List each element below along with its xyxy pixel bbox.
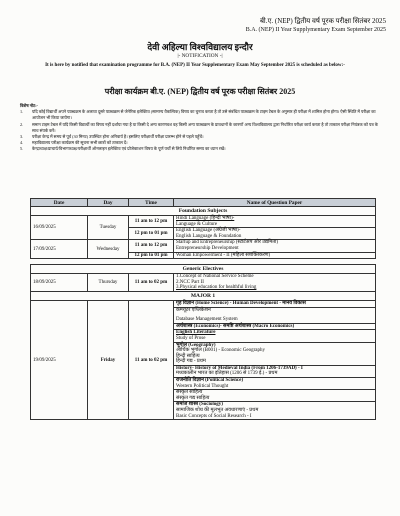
- col-paper: Name of Question Paper: [174, 199, 376, 207]
- instruction-item: 4. महाविद्यालय परीक्षा कार्यक्रम की सूचना सभी छात्रों को तत्काल दें।: [20, 140, 128, 146]
- section-generic: Generic Electives: [31, 265, 376, 274]
- row-time: 11 am to 12 pm: [129, 216, 174, 228]
- row-time: 11 am to 02 pm: [129, 274, 174, 292]
- major-subject: भूगोल (Geography) आर्थिक भूगोल (B001) - Economic Geography हिन्दी साहित्य हिन्दी गद्य - प्रथम: [174, 342, 376, 365]
- instruction-item: 3. परीक्षा केन्द्र में समय से पूर्व (30 मिनट) उपस्थित होना अनिवार्य है। इसलिए परीक्षार्थी परीक्षा प्रारम्भ होने से पहले पहुँचें।: [20, 134, 204, 140]
- row-paper: English Language (अंग्रेजी भाषा)- English Language & Foundation: [174, 228, 376, 240]
- section-major: MAJOR 1: [31, 291, 376, 300]
- exam-schedule-table: [30, 198, 376, 420]
- instruction-item: 2. समान टाइम टेबल में यदि किसी विद्यार्थी का विषय नहीं दर्शाया गया है या किसी दे अन्य कारणवश वह किसी अन्य पाठ्यक्रम के प्रावधानों के कारणों अन्य विश्वविद्यालय द्वारा निर्धारित परीक्षा कार्य करता है तो तत्काल परीक्षा नियंत्रक को पत्र के साथ संपर्क करें।: [20, 121, 378, 133]
- section-row: [31, 291, 376, 300]
- major-subject: अर्थशास्त्र (Economics)- समष्टि अर्थशास्त्र (Macro Economics): [174, 323, 376, 330]
- row-time: 12 pm to 01 pm: [129, 228, 174, 240]
- row-time: 12 pm to 01 pm: [129, 252, 174, 259]
- major-subject: कम्प्यूटर एप्लिकेशन Database Management System: [174, 307, 376, 323]
- section-row: [31, 265, 376, 274]
- row-day: Wednesday: [88, 240, 129, 259]
- row-date: 19/09/2025: [31, 300, 88, 419]
- instructions: [20, 103, 385, 153]
- intro-text: It is here by notified that examination programme for B.A. (NEP) II Year Supplementary Exam May September 2025 is scheduled as below:-: [45, 63, 345, 68]
- header-english: B.A. (NEP) II Year Supplymentary Exam September 2025: [245, 27, 386, 33]
- instructions-title: विशेष नोट:-: [20, 103, 39, 108]
- table-header-row: [31, 199, 376, 207]
- table-row: [31, 216, 376, 228]
- row-day: Tuesday: [88, 216, 129, 240]
- table-row: [31, 300, 376, 307]
- table-row: [31, 240, 376, 252]
- row-day: Friday: [88, 300, 129, 419]
- row-paper: Woman Empowerment - II (महिला सशक्तिकरण): [174, 252, 376, 259]
- row-day: Thursday: [88, 274, 129, 292]
- instruction-item: 5. केन्द्राध्यक्ष/प्राचार्य/विभागाध्यक्ष/परीक्षार्थी ऑनलाइन इलेक्टिव एवं प्रोजेक्टशन विषय के पूर्ण पर्चों से लिये निर्धारित समय का ध्यान रखें।: [20, 146, 226, 152]
- section-foundation: Foundation Subjects: [31, 207, 376, 216]
- major-subject: राजनीति विज्ञान (Political Science) Western Political Thought: [174, 378, 376, 390]
- major-subject: History- History of Medieval India (From 1206-1739AD) - I मध्यकालीन भारत का इतिहास (1206 से 1739 ई.) - प्रथम: [174, 365, 376, 377]
- row-date: 18/09/2025: [31, 274, 88, 292]
- instruction-item: 1. यदि कोई विद्यार्थी अपने पाठ्यक्रम के अलावा दूसरे पाठ्यक्रम से जेनेरिक इलेक्टिव (सामान्य वैकल्पिक) विषय का चुनाव करता है तो उसे संबंधित पाठ्यक्रम के टाइम टेबल के अनुसार ही परीक्षा में शामिल होना होगा। ऐसी स्थिति में परीक्षा का आयोजन भी किया जायेगा।: [20, 109, 376, 121]
- row-paper: Hindi Language (हिन्दी भाषा)- Language & Culture: [174, 216, 376, 228]
- row-paper: 1.Concept of National Service Scheme 2.NCC Part II 3.Physical education for healthful living: [174, 274, 376, 292]
- major-subject: समाज शास्त्र (Sociology) सामाजिक शोध की मूलभूत अवधारणाएं - प्रथम Basic Concepts of Social Research - I: [174, 402, 376, 420]
- university-name: देवी अहिल्या विश्वविद्यालय इन्दौर: [147, 42, 253, 52]
- section-row: [31, 207, 376, 216]
- col-day: Day: [88, 199, 129, 207]
- row-date: 17/09/2025: [31, 240, 88, 259]
- row-date: 16/09/2025: [31, 216, 88, 240]
- major-subject: संस्कृत साहित्य संस्कृत गद्य साहित्य: [174, 390, 376, 402]
- hindi-title: परीक्षा कार्यक्रम बी.ए. (NEP) द्वितीय वर्ष पूरक परीक्षा सितंबर 2025: [104, 87, 296, 96]
- table-row: [31, 274, 376, 292]
- col-time: Time: [129, 199, 174, 207]
- major-subject: गृह विज्ञान (Home Science) - Human Development - मानव विकास: [174, 300, 376, 307]
- major-subject: English Literature Study of Prose: [174, 330, 376, 342]
- header-hindi: बी.ए. (NEP) द्वितीय वर्ष पूरक परीक्षा सितंबर 2025: [259, 17, 386, 25]
- row-time: 11 am to 12 pm: [129, 240, 174, 252]
- notification-label: |- NOTIFICATION -|: [177, 53, 223, 59]
- row-time: 11 am to 02 pm: [129, 300, 174, 419]
- row-paper: Startup and Entrepreneurship (स्टार्टअप और उद्यमिता) Entrepreneurship Development: [174, 240, 376, 252]
- col-date: Date: [31, 199, 88, 207]
